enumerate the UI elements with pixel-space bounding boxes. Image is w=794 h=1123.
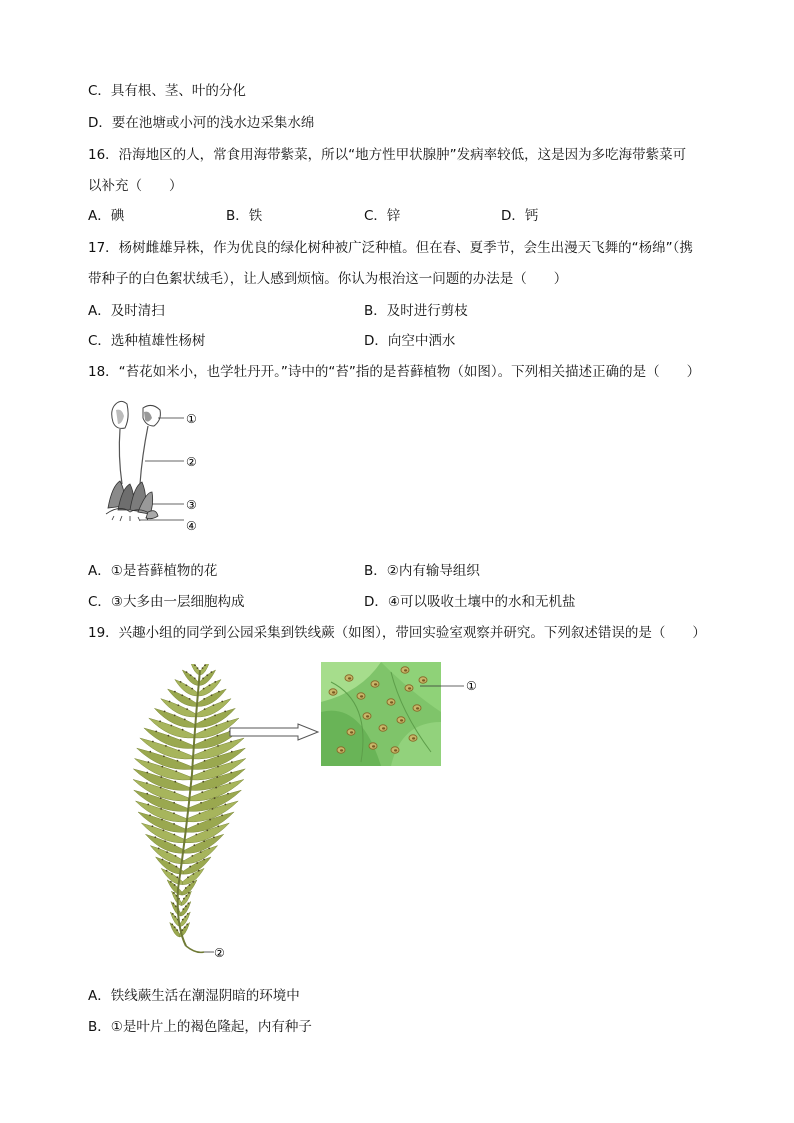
closeup-sorus-core	[408, 687, 411, 689]
fern-sorus-dot	[203, 840, 205, 842]
fern-sorus-dot	[158, 847, 160, 849]
q18-option-c: C．③大多由一层细胞构成	[88, 594, 245, 610]
fern-sorus-dot	[208, 847, 210, 849]
fern-label-2: ②	[214, 946, 225, 960]
q16-option-b: B．铁	[226, 208, 263, 224]
fern-sorus-dot	[168, 735, 170, 737]
fern-sorus-dot	[211, 694, 213, 696]
fern-sorus-dot	[214, 714, 216, 716]
fern-sorus-dot	[149, 814, 151, 816]
fern-sorus-dot	[151, 825, 153, 827]
closeup-sorus-core	[350, 731, 353, 733]
fern-sorus-dot	[171, 873, 173, 875]
fern-sorus-dot	[186, 923, 188, 925]
fern-frond-image	[100, 664, 260, 964]
fern-sorus-dot	[146, 782, 148, 784]
fern-sorus-dot	[182, 908, 184, 910]
fern-sorus-dot	[218, 691, 220, 693]
closeup-sorus-core	[372, 745, 375, 747]
fern-sorus-dot	[216, 725, 218, 727]
fern-sorus-dot	[186, 895, 188, 897]
fern-sorus-dot	[214, 797, 216, 799]
fern-sorus-dot	[191, 688, 193, 690]
q17-option-b: B．及时进行剪枝	[364, 303, 468, 319]
fern-sorus-dot	[203, 859, 205, 861]
q17-option-a: A．及时清扫	[88, 303, 165, 319]
moss-leafy-body	[106, 481, 158, 519]
moss-label-1: ①	[186, 412, 197, 426]
q16-option-d: D．钙	[501, 208, 539, 224]
fern-sorus-dot	[215, 787, 217, 789]
closeup-sorus-core	[412, 737, 415, 739]
q17-stem-line2: 带种子的白色絮状绒毛），让人感到烦恼。你认为根治这一问题的办法是（ ）	[88, 271, 568, 287]
fern-sorus-dot	[217, 735, 219, 737]
fern-sorus-dot	[160, 787, 162, 789]
fern-sorus-dot	[149, 751, 151, 753]
fern-sorus-dot	[173, 823, 175, 825]
fern-sorus-dot	[166, 851, 168, 853]
fern-sorus-dot	[178, 749, 180, 751]
fern-sorus-dot	[231, 761, 233, 763]
fern-sorus-dot	[166, 870, 168, 872]
fern-sorus-dot	[189, 884, 191, 886]
fern-sorus-dot	[177, 760, 179, 762]
fern-sorus-dot	[204, 729, 206, 731]
fern-sorus-dot	[173, 834, 175, 836]
fern-sorus-dot	[198, 870, 200, 872]
fern-sorus-dot	[202, 677, 204, 679]
fern-sorus-dot	[182, 919, 184, 921]
fern-sorus-dot	[173, 812, 175, 814]
fern-sorus-dot	[174, 884, 176, 886]
fern-sorus-dot	[174, 791, 176, 793]
closeup-sorus-core	[348, 677, 351, 679]
fern-sorus-dot	[194, 677, 196, 679]
fern-sorus-dot	[185, 684, 187, 686]
fern-sorus-dot	[214, 681, 216, 683]
fern-sorus-dot	[204, 708, 206, 710]
fern-sorus-dot	[199, 812, 201, 814]
fern-sorus-dot	[155, 730, 157, 732]
fern-sorus-dot	[173, 802, 175, 804]
fern-sorus-dot	[162, 829, 164, 831]
moss-stalk-left	[119, 429, 122, 484]
fern-sorus-dot	[187, 913, 189, 915]
fern-sorus-dot	[217, 766, 219, 768]
closeup-sorus-core	[340, 749, 343, 751]
fern-sorus-dot	[185, 887, 187, 889]
fern-sorus-dot	[217, 755, 219, 757]
fern-sorus-dot	[181, 694, 183, 696]
fern-sorus-dot	[202, 781, 204, 783]
fern-sorus-dot	[169, 701, 171, 703]
closeup-sorus-core	[374, 683, 377, 685]
fern-sorus-dot	[224, 710, 226, 712]
fern-sorus-dot	[209, 684, 211, 686]
fern-sorus-dot	[176, 929, 178, 931]
fern-sorus-dot	[209, 819, 211, 821]
fern-sorus-dot	[195, 834, 197, 836]
q16-option-a: A．碘	[88, 208, 125, 224]
fern-sorus-dot	[163, 755, 165, 757]
q18-stem: 18．“苔花如米小，也学牡丹开。”诗中的“苔”指的是苔藓植物（如图）。下列相关描述正确的是（ ）	[88, 364, 701, 380]
q15-option-c: C．具有根、茎、叶的分化	[88, 83, 246, 99]
fern-sorus-dot	[184, 926, 186, 928]
fern-sorus-dot	[196, 862, 198, 864]
fern-sorus-dot	[172, 903, 174, 905]
moss-label-4: ④	[186, 519, 197, 533]
fern-sorus-dot	[193, 844, 195, 846]
fern-sorus-dot	[191, 855, 193, 857]
fern-sorus-dot	[174, 781, 176, 783]
fern-sorus-dot	[186, 671, 188, 673]
fern-sorus-dot	[147, 804, 149, 806]
fern-sorus-dot	[204, 664, 206, 666]
q18-option-a: A．①是苔藓植物的花	[88, 563, 218, 579]
fern-sorus-dot	[227, 793, 229, 795]
fern-sorus-dot	[211, 671, 213, 673]
fern-sorus-dot	[174, 916, 176, 918]
moss-label-3: ③	[186, 498, 197, 512]
fern-sorus-dot	[146, 793, 148, 795]
fern-sorus-dot	[165, 745, 167, 747]
fern-sorus-dot	[213, 836, 215, 838]
fern-sorus-dot	[175, 770, 177, 772]
fern-sorus-dot	[152, 741, 154, 743]
fern-sorus-dot	[202, 667, 204, 669]
fern-sorus-dot	[175, 905, 177, 907]
closeup-sorus-core	[400, 719, 403, 721]
fern-sorus-dot	[183, 898, 185, 900]
closeup-sorus-core	[332, 691, 335, 693]
fern-sorus-dot	[160, 797, 162, 799]
fern-sorus-dot	[201, 791, 203, 793]
fern-sorus-dot	[192, 873, 194, 875]
fern-sorus-dot	[200, 851, 202, 853]
fern-sorus-dot	[170, 725, 172, 727]
fern-sorus-dot	[184, 718, 186, 720]
moss-stalk-right	[140, 426, 148, 484]
fern-sorus-dot	[206, 674, 208, 676]
fern-sorus-dot	[180, 681, 182, 683]
fern-sorus-dot	[204, 760, 206, 762]
q16-stem-line1: 16．沿海地区的人，常食用海带紫菜，所以“地方性甲状腺肿”发病率较低，这是因为多吃海带紫菜可	[88, 147, 687, 163]
fern-sorus-dot	[174, 926, 176, 928]
fern-sorus-dot	[161, 819, 163, 821]
q17-option-d: D．向空中洒水	[364, 333, 456, 349]
magnify-arrow	[228, 722, 320, 742]
moss-diagram	[100, 396, 210, 536]
fern-sorus-dot	[174, 844, 176, 846]
fern-sorus-dot	[197, 823, 199, 825]
q19-option-a: A．铁线蕨生活在潮湿阴暗的环境中	[88, 988, 300, 1004]
fern-sorus-dot	[173, 892, 175, 894]
fern-sorus-dot	[160, 808, 162, 810]
fern-sorus-dot	[154, 836, 156, 838]
fern-sorus-dot	[161, 766, 163, 768]
fern-sorus-dot	[190, 674, 192, 676]
fern-sorus-dot	[189, 866, 191, 868]
fern-sorus-dot	[204, 718, 206, 720]
q16-option-c: C．锌	[364, 208, 401, 224]
fern-sorus-dot	[203, 688, 205, 690]
fern-sorus-dot	[171, 923, 173, 925]
fern-label-1: ①	[466, 679, 477, 693]
fern-sorus-dot	[174, 714, 176, 716]
fern-sorus-dot	[230, 772, 232, 774]
closeup-sorus-core	[390, 701, 393, 703]
fern-sorus-dot	[224, 804, 226, 806]
fern-sorus-dot	[189, 698, 191, 700]
fern-sorus-dot	[200, 802, 202, 804]
closeup-sorus-core	[416, 707, 419, 709]
closeup-sorus-core	[366, 715, 369, 717]
fern-sorus-dot	[194, 664, 196, 666]
closeup-sorus-core	[394, 749, 397, 751]
fern-sorus-dot	[212, 808, 214, 810]
q19-stem: 19．兴趣小组的同学到公园采集到铁线蕨（如图），带回实验室观察并研究。下列叙述错误的是（ ）	[88, 625, 706, 641]
q17-option-c: C．选种植雄性杨树	[88, 333, 206, 349]
fern-sorus-dot	[170, 881, 172, 883]
fern-sorus-dot	[217, 825, 219, 827]
fern-sorus-dot	[146, 772, 148, 774]
fern-sorus-dot	[216, 776, 218, 778]
fern-sorus-dot	[174, 691, 176, 693]
moss-label-2: ②	[186, 455, 197, 469]
fern-sorus-dot	[160, 776, 162, 778]
fern-sorus-dot	[217, 745, 219, 747]
closeup-sorus-core	[360, 695, 363, 697]
fern-sorus-dot	[172, 913, 174, 915]
fern-sorus-dot	[206, 829, 208, 831]
fern-sorus-dot	[180, 739, 182, 741]
q15-option-d: D．要在池塘或小河的浅水边采集水绵	[88, 115, 315, 131]
fern-sorus-dot	[203, 698, 205, 700]
fern-sorus-dot	[231, 751, 233, 753]
closeup-pointer	[420, 678, 490, 694]
q19-option-b: B．①是叶片上的褐色隆起，内有种子	[88, 1019, 312, 1035]
fern-sorus-dot	[203, 770, 205, 772]
fern-sorus-dot	[204, 739, 206, 741]
fern-sorus-dot	[175, 866, 177, 868]
fern-sorus-dot	[164, 840, 166, 842]
closeup-sorus-core	[404, 669, 407, 671]
q18-option-d: D．④可以吸收土壤中的水和无机盐	[364, 594, 576, 610]
fern-sorus-dot	[177, 704, 179, 706]
fern-sorus-dot	[185, 905, 187, 907]
q16-stem-line2: 以补充（ ）	[88, 178, 183, 194]
fern-sorus-dot	[229, 782, 231, 784]
fern-sorus-dot	[176, 876, 178, 878]
fern-sorus-dot	[197, 667, 199, 669]
fern-sorus-dot	[184, 916, 186, 918]
fern-sorus-dot	[164, 710, 166, 712]
fern-sorus-dot	[186, 708, 188, 710]
fern-sorus-dot	[213, 704, 215, 706]
fern-sorus-dot	[162, 859, 164, 861]
fern-sorus-dot	[182, 729, 184, 731]
fern-sorus-dot	[204, 749, 206, 751]
q18-option-b: B．②内有输导组织	[364, 563, 480, 579]
fern-sorus-dot	[169, 862, 171, 864]
fern-sorus-dot	[188, 892, 190, 894]
fern-sorus-dot	[192, 881, 194, 883]
closeup-sorus-core	[382, 727, 385, 729]
fern-sorus-dot	[221, 814, 223, 816]
fern-sorus-dot	[221, 701, 223, 703]
fern-sorus-dot	[175, 855, 177, 857]
fern-sorus-dot	[159, 720, 161, 722]
q17-stem-line1: 17．杨树雌雄异株，作为优良的绿化树种被广泛种植。但在春、夏季节，会生出漫天飞舞的“杨绵”（携	[88, 240, 693, 256]
fern-sorus-dot	[187, 876, 189, 878]
fern-sorus-dot	[187, 903, 189, 905]
fern-sorus-dot	[148, 761, 150, 763]
